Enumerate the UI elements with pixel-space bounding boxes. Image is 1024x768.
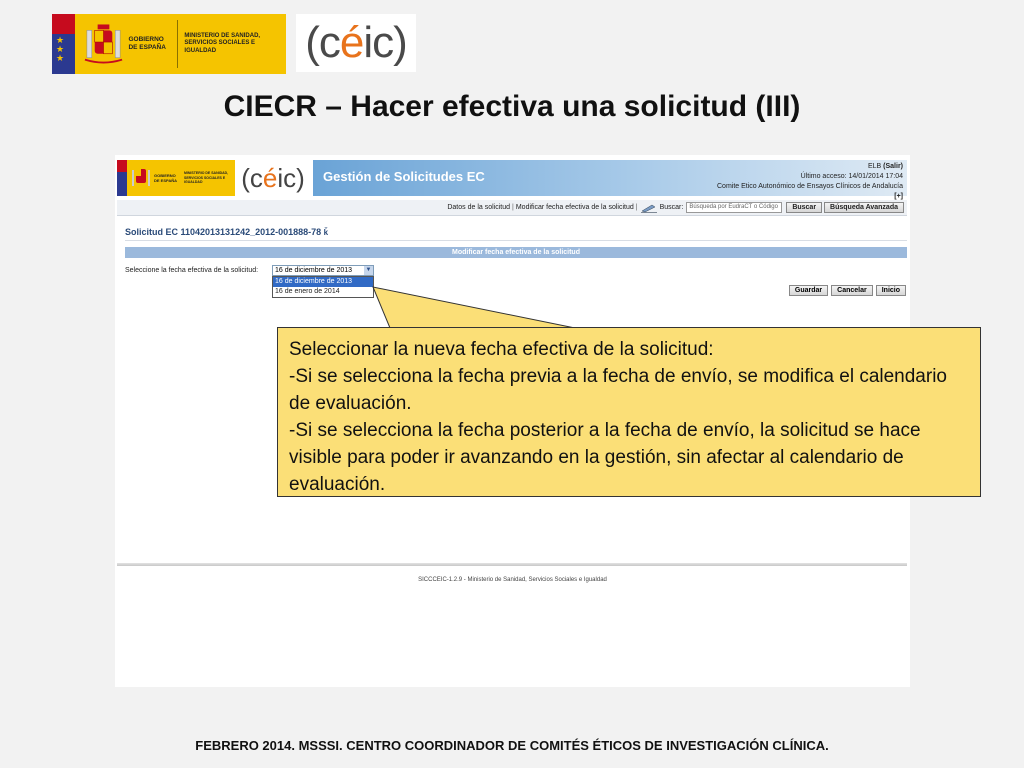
user-info: [717, 162, 903, 202]
slide-footer: FEBRERO 2014. MSSSI. CENTRO COORDINADOR DE COMITÉS ÉTICOS DE INVESTIGACIÓN CLÍNICA.: [195, 738, 829, 753]
save-button[interactable]: Guardar: [789, 285, 828, 296]
eu-flag-icon: ★ ★ ★: [52, 14, 75, 74]
expand-link[interactable]: [+]: [894, 193, 903, 200]
section-header: Modificar fecha efectiva de la solicitud: [125, 247, 907, 258]
logout-link[interactable]: (Salir): [883, 163, 903, 170]
coat-of-arms-icon: [83, 20, 124, 68]
header-logos: [52, 14, 416, 74]
home-button[interactable]: Inicio: [876, 285, 906, 296]
app-title: Gestión de Solicitudes EC: [323, 169, 485, 184]
app-header: [117, 160, 907, 200]
ministerio-label: MINISTERIO DE SANIDAD, SERVICIOS SOCIALES E IGUALDAD: [184, 32, 261, 54]
search-label: Buscar:: [659, 204, 684, 211]
mini-crest-icon: [131, 165, 151, 191]
cancel-button[interactable]: Cancelar: [831, 285, 873, 296]
callout-box: [277, 327, 981, 497]
date-select[interactable]: 16 de diciembre de 2013 ▼: [272, 265, 374, 276]
chevron-down-icon[interactable]: ▼: [365, 267, 372, 273]
gobierno-espana-logo: [52, 14, 286, 74]
app-footer: SICCCEIC-1.2.9 - Ministerio de Sanidad, Servicios Sociales e Igualdad: [418, 577, 607, 583]
date-dropdown: [272, 276, 374, 298]
last-access: Último acceso: 14/01/2014 17:04: [800, 173, 903, 180]
committee-name: Comite Etico Autonómico de Ensayos Clínicos de Andalucía: [717, 183, 903, 190]
modificar-fecha-link[interactable]: Modificar fecha efectiva de la solicitud: [515, 204, 634, 211]
ceic-logo: (céic): [296, 14, 416, 72]
datos-solicitud-link[interactable]: Datos de la solicitud: [447, 204, 511, 211]
callout-line: Seleccionar la nueva fecha efectiva de la solicitud:: [289, 339, 714, 360]
pen-icon[interactable]: [640, 203, 658, 213]
info-icon[interactable]: ǩ: [323, 228, 329, 237]
date-option[interactable]: 16 de enero de 2014: [275, 288, 340, 295]
slide-title: CIECR – Hacer efectiva una solicitud (III): [223, 90, 801, 123]
mini-ceic-logo: (c é ic): [241, 162, 305, 193]
action-buttons: [789, 285, 906, 296]
date-option[interactable]: 16 de diciembre de 2013: [273, 277, 373, 287]
mini-gov-logo: GOBIERNO DE ESPAÑA MINISTERIO DE SANIDAD, SERVICIOS SOCIALES E IGUALDAD: [117, 160, 235, 196]
search-input[interactable]: Búsqueda por EudraCT o Código: [686, 202, 782, 213]
toolbar: Datos de la solicitud | Modificar fecha efectiva de la solicitud | Buscar: Búsqueda por EudraCT o Código Buscar Búsqueda Avanzada: [117, 200, 907, 216]
user-name: ELB: [867, 163, 882, 170]
advanced-search-button[interactable]: Búsqueda Avanzada: [824, 202, 904, 213]
search-button[interactable]: Buscar: [786, 202, 822, 213]
gobierno-label: GOBIERNO DE ESPAÑA: [128, 36, 166, 51]
callout-line: -Si se selecciona la fecha posterior a la fecha de envío, la solicitud se hace visible para poder ir avanzando en la gestión, sin afectar al calendario de evaluación.: [289, 420, 921, 495]
date-select-label: Seleccione la fecha efectiva de la solicitud:: [125, 267, 259, 274]
callout-line: -Si se selecciona la fecha previa a la fecha de envío, se modifica el calendario de evaluación.: [289, 366, 947, 414]
solicitud-id: Solicitud EC 11042013131242_2012-001888-78 ǩ: [125, 227, 329, 237]
